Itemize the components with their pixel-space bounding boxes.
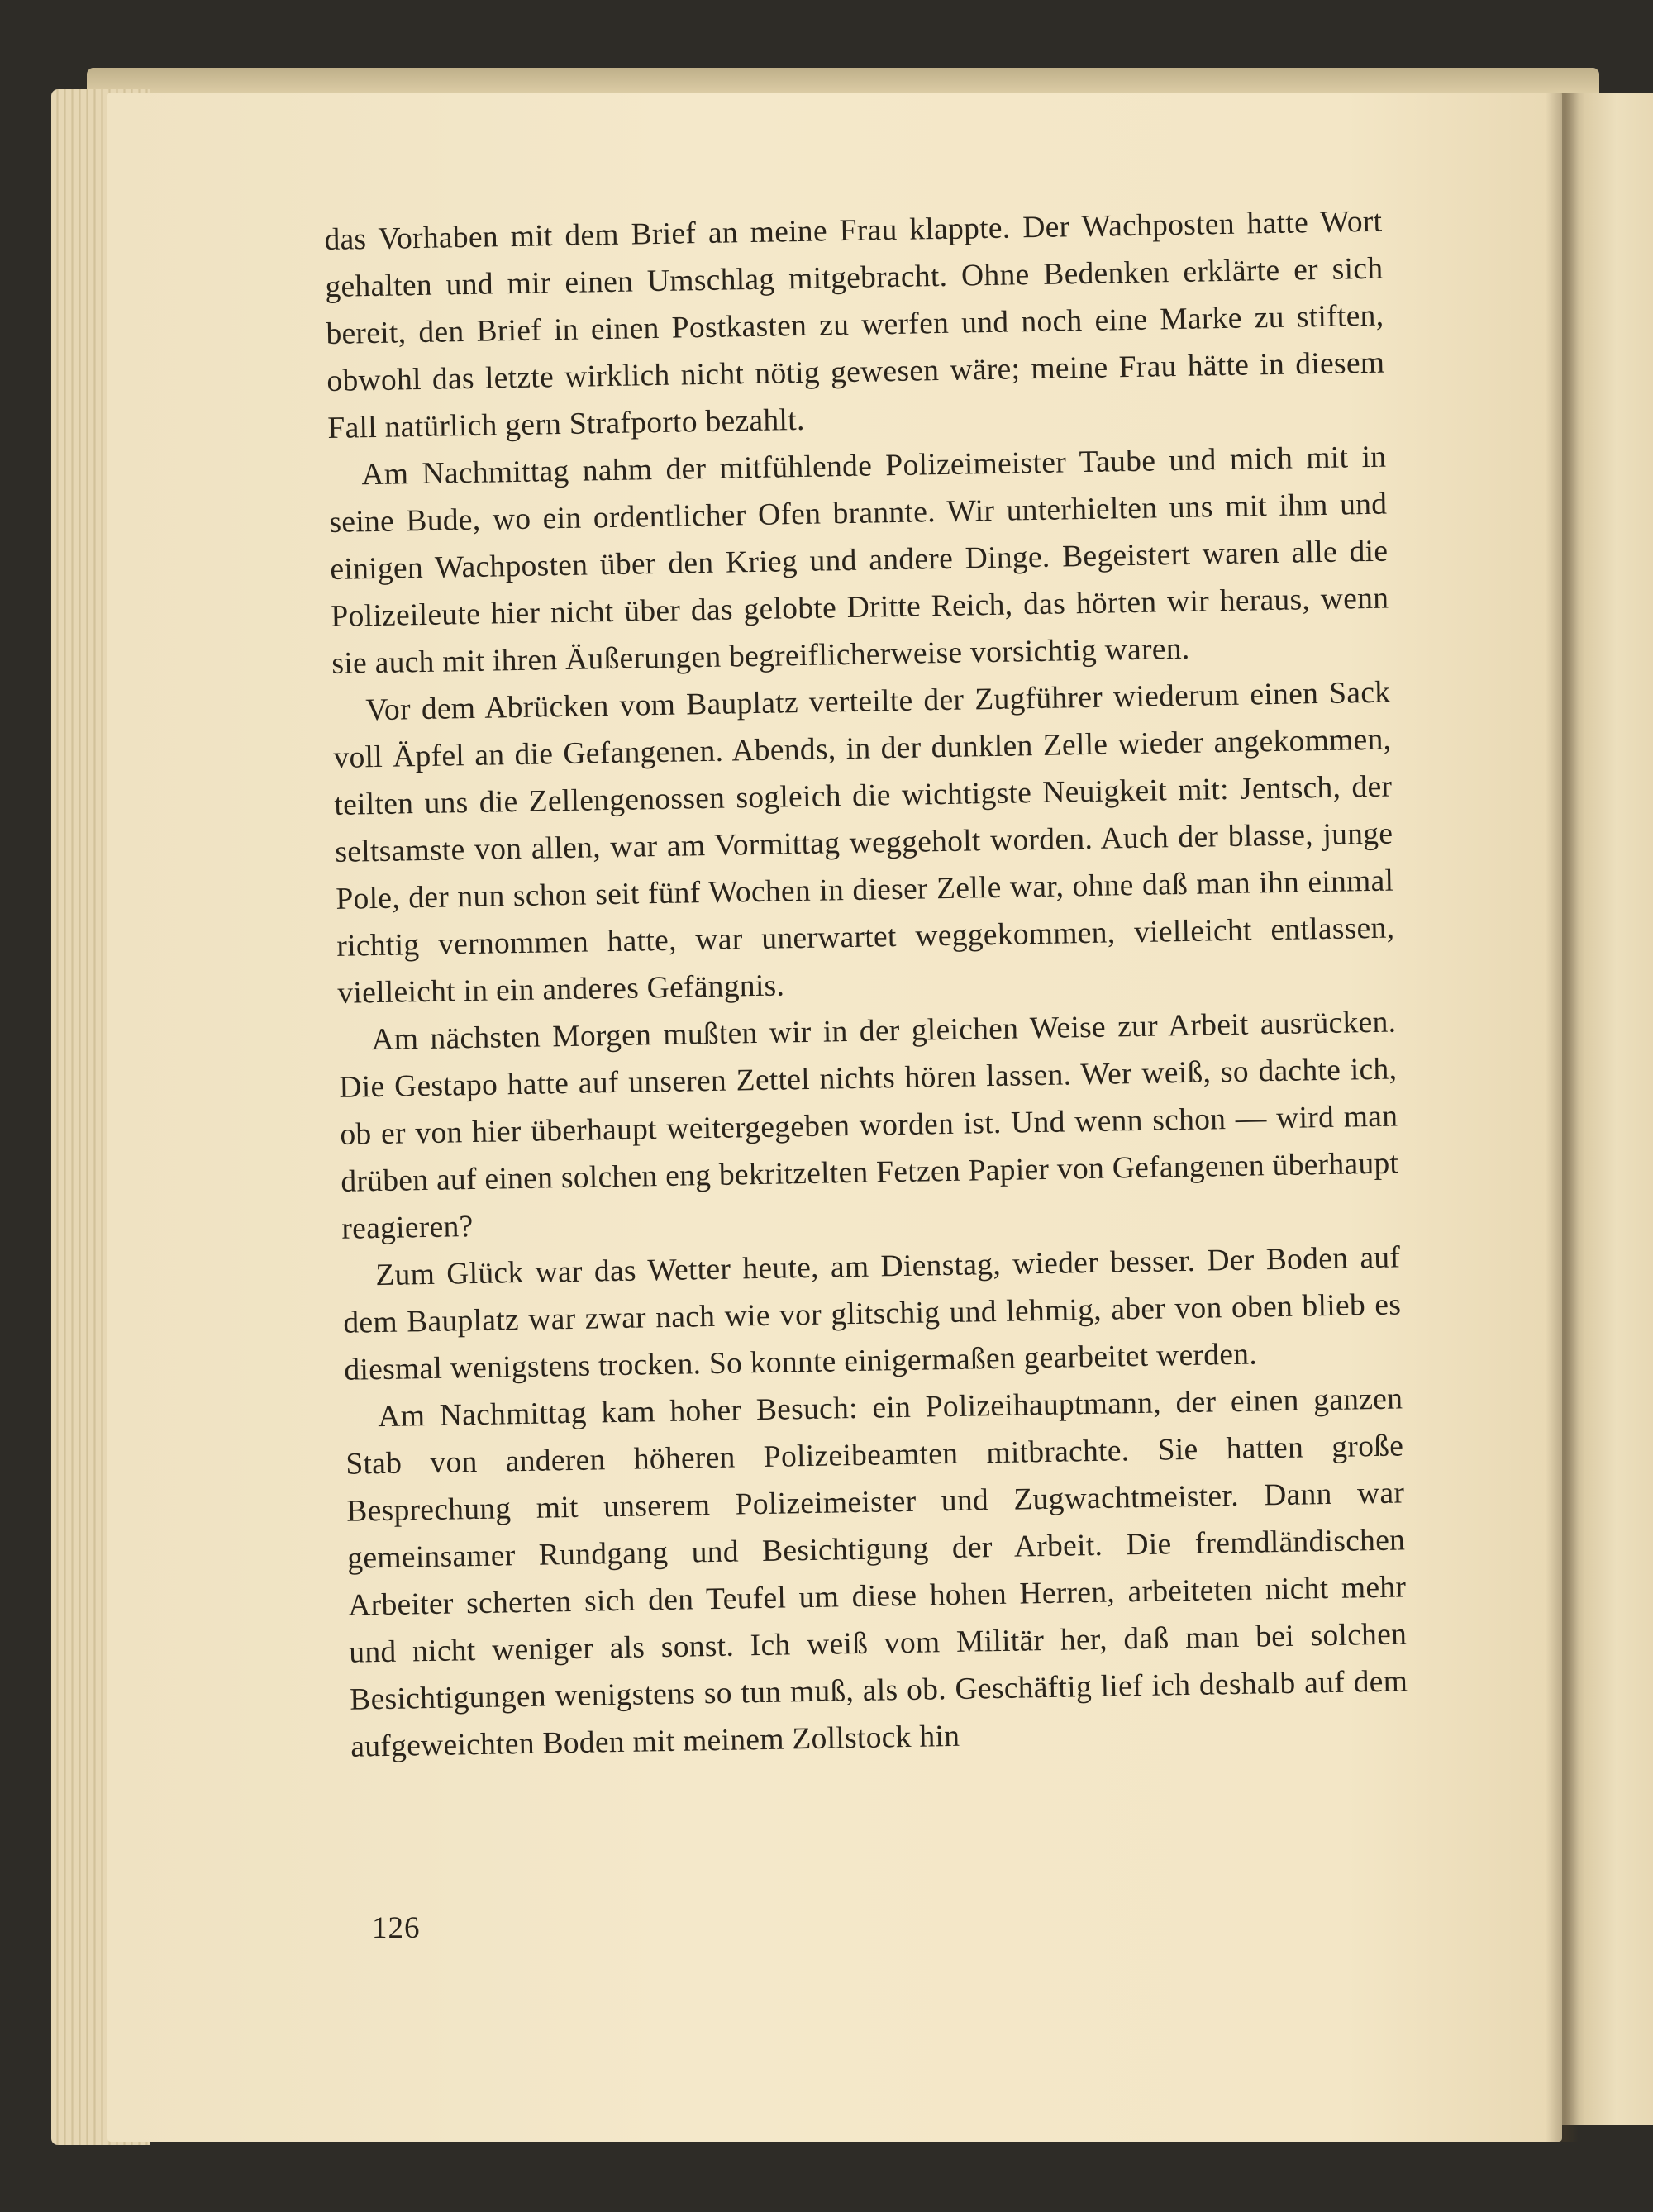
paragraph-4: Am nächsten Morgen mußten wir in der gleichen Weise zur Arbeit ausrücken. Die Gestapo hatte auf unseren Zettel nichts hören lassen. Wer weiß, so dachte ich, ob er von hier überhaupt weitergegeben worden ist. Und wenn schon — wird man drüben auf einen solchen eng bekritzelten Fetzen Papier von Gefangenen überhaupt reagieren? <box>339 1005 1399 1246</box>
page-gutter <box>1546 93 1579 2142</box>
paragraph-5: Zum Glück war das Wetter heute, am Dienstag, wieder besser. Der Boden auf dem Bauplatz war zwar nach wie vor glitschig und lehmig, aber von oben blieb es diesmal wenigstens trocken. So konnte einigermaßen gearbeitet werden. <box>343 1240 1402 1387</box>
page-body-text <box>324 198 1409 1771</box>
paragraph-1: das Vorhaben mit dem Brief an meine Frau klappte. Der Wachposten hatte Wort gehalten und mir einen Umschlag mitgebracht. Ohne Bedenken erklärte er sich bereit, den Brief in einen Postkasten zu werfen und noch eine Marke zu stiften, obwohl das letzte wirklich nicht nötig gewesen wäre; meine Frau hätte in diesem Fall natürlich gern Strafporto bezahlt. <box>324 204 1385 445</box>
paragraph-6: Am Nachmittag kam hoher Besuch: ein Polizeihauptmann, der einen ganzen Stab von anderen höheren Polizeibeamten mitbrachte. Sie hatten große Besprechung mit unserem Polizeimeister und Zugwachtmeister. Dann war gemeinsamer Rundgang und Besichtigung der Arbeit. Die fremdländischen Arbeiter scherten sich den Teufel um diese hohen Herren, arbeiteten nicht mehr und nicht weniger als sonst. Ich weiß vom Militär her, daß man bei solchen Besichtigungen wenigstens so tun muß, als ob. Geschäftig lief ich deshalb auf dem aufgeweichten Boden mit meinem Zollstock hin <box>345 1382 1408 1764</box>
paragraph-2: Am Nachmittag nahm der mitfühlende Polizeimeister Taube und mich mit in seine Bude, wo ein ordentlicher Ofen brannte. Wir unterhielten uns mit ihm und einigen Wachposten über den Krieg und andere Dinge. Begeistert waren alle die Polizeileute hier nicht über das gelobte Dritte Reich, das hörten wir heraus, wenn sie auch mit ihren Äußerungen begreiflicherweise vorsichtig waren. <box>329 440 1389 681</box>
paragraph-3: Vor dem Abrücken vom Bauplatz verteilte der Zugführer wiederum einen Sack voll Äpfel an die Gefangenen. Abends, in der dunklen Zelle wieder angekommen, teilten uns die Zellengenossen sogleich die wichtigste Neuigkeit mit: Jentsch, der seltsamste von allen, war am Vormittag weggeholt worden. Auch der blasse, junge Pole, der nun schon seit fünf Wochen in dieser Zelle war, ohne daß man ihn einmal richtig vernommen hatte, war unerwartet weggekommen, vielleicht entlassen, vielleicht in ein anderes Gefängnis. <box>333 675 1395 1011</box>
page-number: 126 <box>372 1911 421 1945</box>
